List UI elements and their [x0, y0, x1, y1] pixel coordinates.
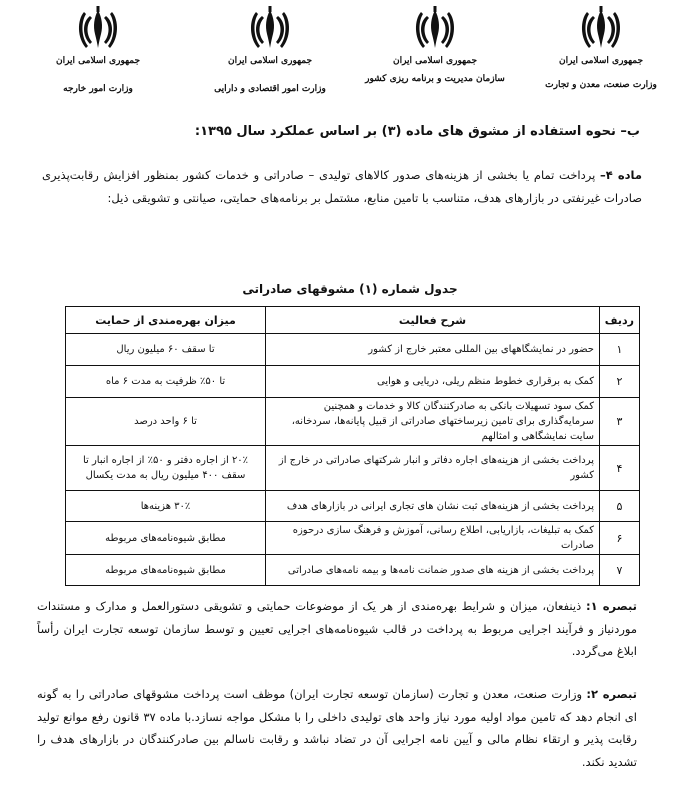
org-economy-ministry: [195, 4, 345, 94]
row-description: کمک سود تسهیلات بانکی به صادرکنندگان کالا و خدمات و همچنین سرمایه‌گذاری برای تامین زیرساختهای صادراتی از قبیل پایانه‌ها، سردخانه، سایت نمایشگاهی و امثالهم: [266, 398, 600, 446]
iran-emblem-icon: [76, 4, 120, 54]
row-number: ۵: [600, 491, 640, 522]
table-row: [66, 398, 640, 446]
header-row-number: ردیف: [600, 307, 640, 334]
table-row: [66, 366, 640, 398]
table-row: [66, 555, 640, 586]
table-row: [66, 491, 640, 522]
row-support: مطابق شیوه‌نامه‌های مربوطه: [66, 522, 266, 555]
row-description: پرداخت بخشی از هزینه‌های ثبت نشان های تجاری ایرانی در بازارهای هدف: [266, 491, 600, 522]
note-1: [37, 595, 637, 663]
org-country: جمهوری اسلامی ایران: [227, 56, 313, 66]
row-number: ۶: [600, 522, 640, 555]
row-support: ۳۰٪ هزینه‌ها: [66, 491, 266, 522]
org-ministry: وزارت امور اقتصادی و دارایی: [214, 84, 326, 94]
row-support: تا سقف ۶۰ میلیون ریال: [66, 334, 266, 366]
table-row: [66, 334, 640, 366]
row-support: تا ۶ واحد درصد: [66, 398, 266, 446]
row-number: ۳: [600, 398, 640, 446]
org-ministry: سازمان مدیریت و برنامه ریزی کشور: [365, 74, 505, 84]
header-support: میزان بهره‌مندی از حمایت: [66, 307, 266, 334]
table-row: [66, 522, 640, 555]
row-number: ۲: [600, 366, 640, 398]
org-foreign-ministry: [23, 4, 173, 94]
row-support: مطابق شیوه‌نامه‌های مربوطه: [66, 555, 266, 586]
row-description: پرداخت بخشی از هزینه های صدور ضمانت نامه‌ها و بیمه نامه‌های صادراتی: [266, 555, 600, 586]
org-country: جمهوری اسلامی ایران: [392, 56, 478, 66]
org-ministry: وزارت صنعت، معدن و تجارت: [545, 80, 657, 90]
table-row: [66, 446, 640, 491]
table-header-row: [66, 307, 640, 334]
org-industry-ministry: [526, 4, 676, 90]
row-number: ۴: [600, 446, 640, 491]
header-description: شرح فعالیت: [266, 307, 600, 334]
org-country: جمهوری اسلامی ایران: [55, 56, 141, 66]
iran-emblem-icon: [248, 4, 292, 54]
row-number: ۱: [600, 334, 640, 366]
row-number: ۷: [600, 555, 640, 586]
row-description: کمک به برقراری خطوط منظم ریلی، دریایی و هوایی: [266, 366, 600, 398]
row-support: تا ۵۰٪ ظرفیت به مدت ۶ ماه: [66, 366, 266, 398]
article-4: [42, 164, 642, 210]
org-ministry: وزارت امور خارجه: [63, 84, 133, 94]
note-text: ذینفعان، میزان و شرایط بهره‌مندی از هر یک از موضوعات حمایتی و تشویقی دستورالعمل و مدارک و مستندات موردنیاز و فرآیند اجرایی مربوط به پرداخت در قالب شیوه‌نامه‌های اجرایی تعیین و توسط سازمان توسعه تجارت ایران رأساً ابلاغ می‌گردد.: [37, 599, 637, 658]
note-lead: تبصره ۲:: [586, 687, 638, 701]
note-lead: تبصره ۱:: [585, 599, 637, 613]
org-country: جمهوری اسلامی ایران: [558, 56, 644, 66]
table-title: جدول شماره (۱) مشوقهای صادراتی: [242, 282, 458, 296]
row-description: پرداخت بخشی از هزینه‌های اجاره دفاتر و انبار شرکتهای صادراتی در خارج از کشور: [266, 446, 600, 491]
row-support: ۲۰٪ از اجاره دفتر و ۵۰٪ از اجاره انبار تا سقف ۴۰۰ میلیون ریال به مدت یکسال: [66, 446, 266, 491]
org-planning: [360, 4, 510, 84]
letterhead: [0, 0, 700, 120]
note-2: [37, 683, 637, 773]
iran-emblem-icon: [579, 4, 623, 54]
section-heading: ب– نحوه استفاده از مشوق های ماده (۳) بر اساس عملکرد سال ۱۳۹۵:: [194, 124, 640, 139]
article-text: پرداخت تمام یا بخشی از هزینه‌های صدور کالاهای تولیدی – صادراتی و خدمات کشور بمنظور افزایش رقابت‌پذیری صادرات غیرنفتی در بازارهای هدف، متناسب با تامین منابع، مشتمل بر برنامه‌های حمایتی، صیانتی و تشویقی ذیل:: [42, 168, 642, 205]
iran-emblem-icon: [413, 4, 457, 54]
export-incentives-table: [65, 306, 640, 586]
article-lead: ماده ۴–: [600, 168, 642, 182]
row-description: حضور در نمایشگاههای بین المللی معتبر خارج از کشور: [266, 334, 600, 366]
note-text: وزارت صنعت، معدن و تجارت (سازمان توسعه تجارت ایران) موظف است پرداخت مشوقهای صادراتی را به گونه ای انجام دهد که تامین مواد اولیه مورد نیاز واحد های تولیدی داخلی را با مشکل مواجه نسازد.با ماده ۳۷ قانون رفع موانع تولید رقابت پذیر و ارتقاء نظام مالی و آیین نامه اجرایی آن در تضاد نباشد و رقابت ناسالم بین صادرکنندگان در بازارهای هدف را تشدید نکند.: [37, 687, 637, 769]
row-description: کمک به تبلیغات، بازاریابی، اطلاع رسانی، آموزش و فرهنگ سازی درحوزه صادرات: [266, 522, 600, 555]
